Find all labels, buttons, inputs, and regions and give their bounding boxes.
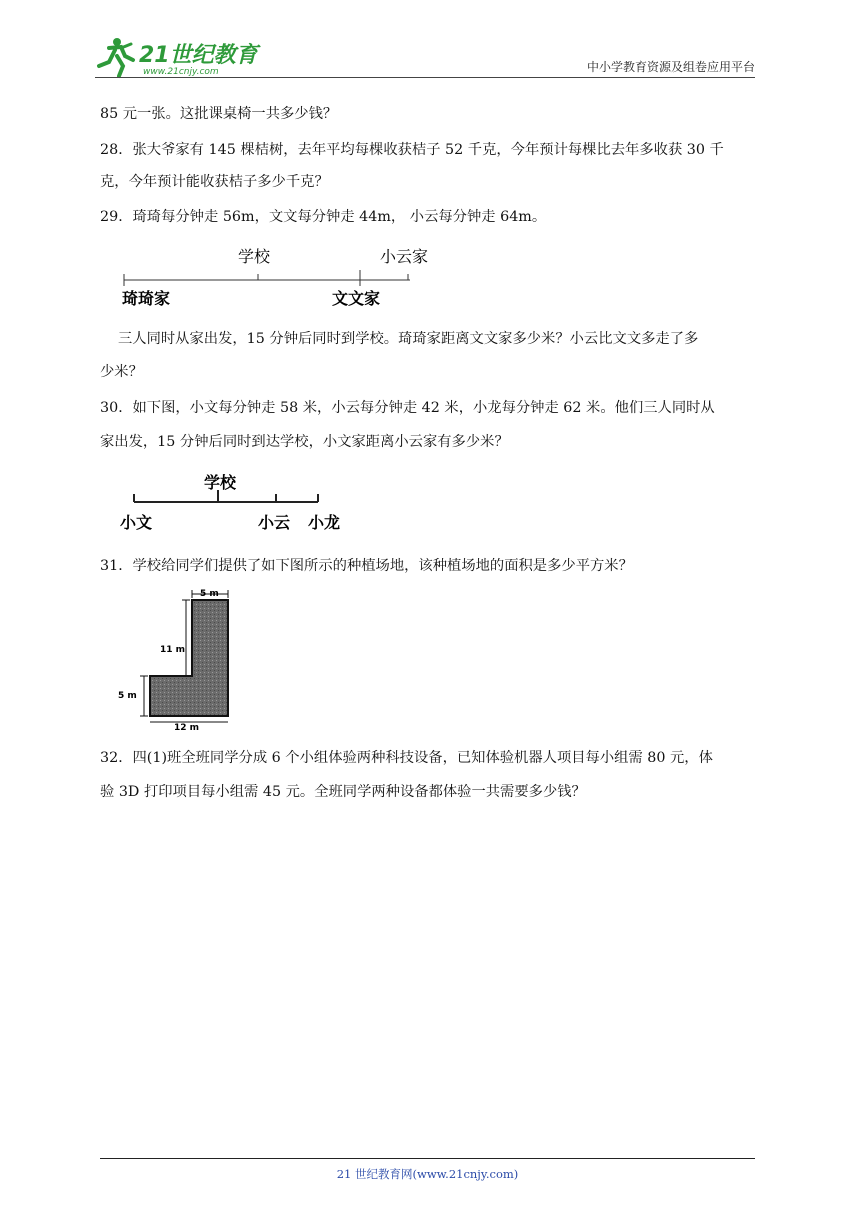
label-xiaowen: 小文 (120, 513, 153, 532)
question-30-line-1: 30．如下图，小文每分钟走 58 米，小云每分钟走 42 米，小龙每分钟走 62 米。他们三人同时从 (100, 400, 715, 416)
header-platform-text: 中小学教育资源及组卷应用平台 (586, 60, 755, 74)
label-lower-left: 5 m (118, 691, 137, 701)
question-29-line-3: 少米？ (100, 364, 143, 380)
label-bottom: 12 m (174, 723, 200, 732)
question-28-line-1: 28．张大爷家有 145 棵桔树，去年平均每棵收获桔子 52 千克，今年预计每棵比去年多收获 30 千 (100, 142, 724, 158)
question-29-line-1: 29．琦琦每分钟走 56m，文文每分钟走 44m， 小云每分钟走 64m。 (100, 209, 547, 225)
runner-icon (99, 38, 133, 76)
label-school: 学校 (204, 473, 237, 492)
header-divider (95, 77, 755, 78)
figure-29-diagram (110, 240, 450, 312)
planting-area (150, 600, 228, 716)
question-31: 31．学校给同学们提供了如下图所示的种植场地，该种植场地的面积是多少平方米？ (100, 558, 633, 574)
logo-url: www.21cnjy.com (143, 67, 219, 77)
label-xiaoyun: 小云 (258, 513, 291, 532)
question-27-tail: 85 元一张。这批课桌椅一共多少钱？ (100, 106, 338, 122)
question-30-line-2: 家出发，15 分钟后同时到达学校，小文家距离小云家有多少米？ (100, 434, 509, 450)
label-wenwen-home: 文文家 (332, 289, 381, 308)
site-logo (95, 34, 270, 80)
label-school: 学校 (238, 247, 271, 266)
question-32-line-1: 32．四(1)班全班同学分成 6 个小组体验两种科技设备，已知体验机器人项目每小组需 80 元，体 (100, 750, 713, 766)
footer-text[interactable]: 21 世纪教育网(www.21cnjy.com) (336, 1167, 519, 1181)
label-top: 5 m (200, 589, 219, 599)
label-xiaoyun-home: 小云家 (380, 247, 429, 266)
figure-30-diagram (118, 466, 350, 538)
logo-text: 21世纪教育 (139, 43, 258, 68)
question-32-line-2: 验 3D 打印项目每小组需 45 元。全班同学两种设备都体验一共需要多少钱？ (100, 784, 586, 800)
question-28-line-2: 克，今年预计能收获桔子多少千克？ (100, 174, 329, 190)
footer-divider (100, 1158, 755, 1159)
label-upper-left: 11 m (160, 645, 186, 655)
label-qiqi-home: 琦琦家 (122, 289, 171, 308)
figure-31-l-shape (112, 584, 242, 732)
question-29-line-2: 三人同时从家出发，15 分钟后同时到学校。琦琦家距离文文家多少米？小云比文文多走了多 (118, 331, 699, 347)
label-xiaolong: 小龙 (308, 513, 341, 532)
